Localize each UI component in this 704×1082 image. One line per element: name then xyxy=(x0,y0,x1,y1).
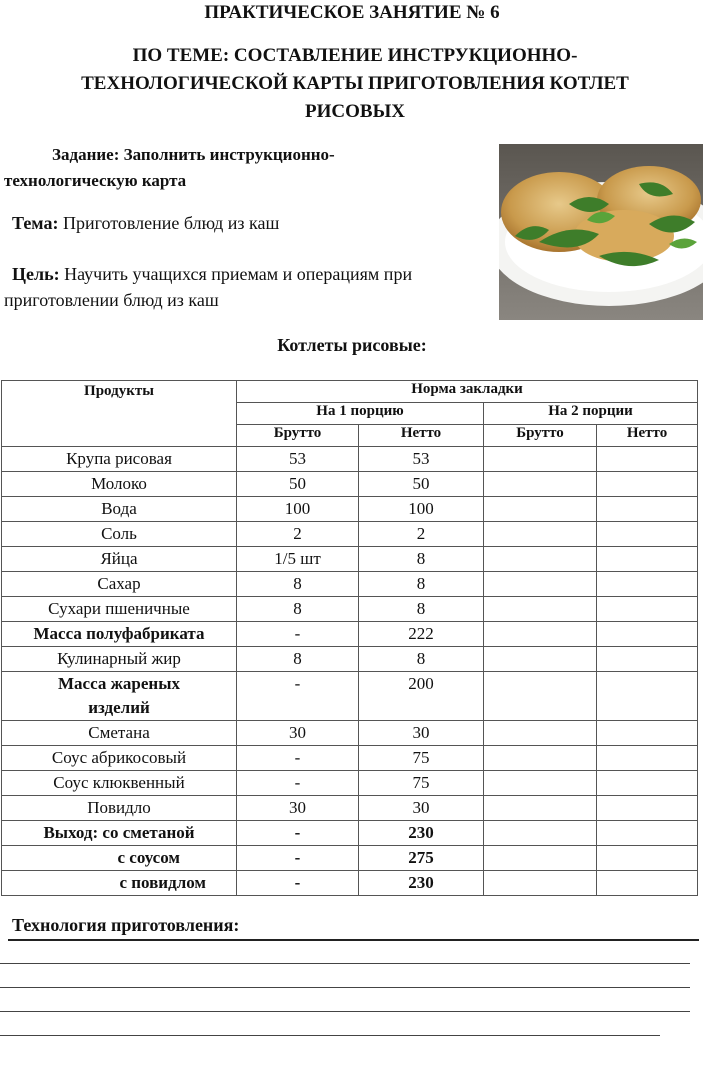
table-row xyxy=(2,771,698,796)
netto-2-cell[interactable] xyxy=(597,796,698,821)
product-name: Сухари пшеничные xyxy=(2,597,237,622)
writing-line[interactable] xyxy=(0,1011,690,1012)
technology-card-table xyxy=(1,380,698,896)
product-name: Соль xyxy=(2,522,237,547)
brutto-value: 100 xyxy=(237,497,359,522)
brutto-2-cell[interactable] xyxy=(484,821,597,846)
netto-value: 100 xyxy=(359,497,484,522)
netto-2-cell[interactable] xyxy=(597,746,698,771)
product-name: с повидлом xyxy=(2,871,237,896)
brutto-2-cell[interactable] xyxy=(484,721,597,746)
product-name: Выход: со сметаной xyxy=(2,821,237,846)
brutto-2-cell[interactable] xyxy=(484,746,597,771)
portion-2-header: На 2 порции xyxy=(484,403,698,425)
goal-label: Цель: xyxy=(12,264,60,284)
brutto-2-cell[interactable] xyxy=(484,647,597,672)
brutto-value: 53 xyxy=(237,447,359,472)
table-row xyxy=(2,447,698,472)
product-name: с соусом xyxy=(2,846,237,871)
product-name: Соус абрикосовый xyxy=(2,746,237,771)
norm-header: Норма закладки xyxy=(237,381,698,403)
brutto-2-cell[interactable] xyxy=(484,572,597,597)
theme-value: Приготовление блюд из каш xyxy=(62,213,280,233)
table-row xyxy=(2,622,698,647)
product-name: Кулинарный жир xyxy=(2,647,237,672)
netto-2-cell[interactable] xyxy=(597,447,698,472)
netto-value: 75 xyxy=(359,771,484,796)
brutto-value: 8 xyxy=(237,597,359,622)
product-name: Крупа рисовая xyxy=(2,447,237,472)
brutto-value: - xyxy=(237,622,359,647)
brutto-2-cell[interactable] xyxy=(484,846,597,871)
netto-value: 230 xyxy=(359,871,484,896)
brutto-1-header: Брутто xyxy=(237,425,359,447)
table-row xyxy=(2,721,698,746)
table-row xyxy=(2,522,698,547)
brutto-value: 30 xyxy=(237,721,359,746)
table-row xyxy=(2,547,698,572)
netto-2-cell[interactable] xyxy=(597,497,698,522)
netto-value: 200 xyxy=(359,672,484,721)
netto-2-cell[interactable] xyxy=(597,472,698,497)
table-row xyxy=(2,672,698,721)
portion-1-header: На 1 порцию xyxy=(237,403,484,425)
writing-line[interactable] xyxy=(0,987,690,988)
brutto-value: 50 xyxy=(237,472,359,497)
product-name: Вода xyxy=(2,497,237,522)
products-header: Продукты xyxy=(2,381,237,447)
netto-2-cell[interactable] xyxy=(597,572,698,597)
netto-2-cell[interactable] xyxy=(597,846,698,871)
netto-value: 222 xyxy=(359,622,484,647)
goal-block xyxy=(4,261,484,313)
product-name: Яйца xyxy=(2,547,237,572)
brutto-value: 2 xyxy=(237,522,359,547)
brutto-value: 1/5 шт xyxy=(237,547,359,572)
writing-line[interactable] xyxy=(0,1035,660,1036)
task-line-2: технологическую карта xyxy=(4,171,187,190)
brutto-2-cell[interactable] xyxy=(484,871,597,896)
netto-value: 53 xyxy=(359,447,484,472)
netto-value: 50 xyxy=(359,472,484,497)
cutlets-photo xyxy=(499,144,703,320)
brutto-value: 8 xyxy=(237,647,359,672)
netto-value: 275 xyxy=(359,846,484,871)
brutto-2-cell[interactable] xyxy=(484,522,597,547)
netto-value: 230 xyxy=(359,821,484,846)
brutto-2-cell[interactable] xyxy=(484,597,597,622)
netto-2-cell[interactable] xyxy=(597,721,698,746)
netto-value: 30 xyxy=(359,796,484,821)
netto-value: 2 xyxy=(359,522,484,547)
table-row xyxy=(2,846,698,871)
brutto-2-cell[interactable] xyxy=(484,672,597,721)
underline-heading xyxy=(8,939,699,941)
product-name: Молоко xyxy=(2,472,237,497)
page-title: ПРАКТИЧЕСКОЕ ЗАНЯТИЕ № 6 xyxy=(204,2,500,23)
netto-value: 8 xyxy=(359,597,484,622)
writing-line[interactable] xyxy=(0,963,690,964)
brutto-2-cell[interactable] xyxy=(484,622,597,647)
brutto-value: 8 xyxy=(237,572,359,597)
brutto-value: 30 xyxy=(237,796,359,821)
page-topic: ПО ТЕМЕ: СОСТАВЛЕНИЕ ИНСТРУКЦИОННО-ТЕХНОЛОГИЧЕСКОЙ КАРТЫ ПРИГОТОВЛЕНИЯ КОТЛЕТ РИСОВЫХ xyxy=(81,45,629,122)
brutto-2-cell[interactable] xyxy=(484,472,597,497)
brutto-value: - xyxy=(237,846,359,871)
netto-2-cell[interactable] xyxy=(597,647,698,672)
brutto-value: - xyxy=(237,821,359,846)
table-row xyxy=(2,472,698,497)
brutto-2-cell[interactable] xyxy=(484,796,597,821)
recipe-subtitle: Котлеты рисовые: xyxy=(277,335,427,355)
brutto-2-cell[interactable] xyxy=(484,497,597,522)
task-line-1: Задание: Заполнить инструкционно- xyxy=(52,145,335,164)
table-row xyxy=(2,497,698,522)
netto-2-cell[interactable] xyxy=(597,597,698,622)
netto-value: 8 xyxy=(359,572,484,597)
netto-2-cell[interactable] xyxy=(597,547,698,572)
netto-value: 75 xyxy=(359,746,484,771)
product-name: Сметана xyxy=(2,721,237,746)
netto-value: 8 xyxy=(359,547,484,572)
netto-2-cell[interactable] xyxy=(597,672,698,721)
netto-2-cell[interactable] xyxy=(597,622,698,647)
table-row xyxy=(2,871,698,896)
theme-label: Тема: xyxy=(12,213,59,233)
product-name: Соус клюквенный xyxy=(2,771,237,796)
netto-2-cell[interactable] xyxy=(597,522,698,547)
table-row xyxy=(2,597,698,622)
netto-2-cell[interactable] xyxy=(597,871,698,896)
netto-2-cell[interactable] xyxy=(597,771,698,796)
product-name: Сахар xyxy=(2,572,237,597)
netto-2-header: Нетто xyxy=(597,425,698,447)
theme-line xyxy=(12,213,279,234)
technology-heading: Технология приготовления: xyxy=(12,915,240,935)
table-row xyxy=(2,647,698,672)
brutto-value: - xyxy=(237,771,359,796)
table-row xyxy=(2,796,698,821)
table-row xyxy=(2,746,698,771)
brutto-value: - xyxy=(237,672,359,721)
brutto-2-header: Брутто xyxy=(484,425,597,447)
goal-line-1: Научить учащихся приемам и операциям при xyxy=(64,264,413,284)
netto-value: 8 xyxy=(359,647,484,672)
task-block xyxy=(4,142,464,194)
brutto-value: - xyxy=(237,871,359,896)
netto-value: 30 xyxy=(359,721,484,746)
goal-line-2: приготовлении блюд из каш xyxy=(4,290,219,310)
table-row xyxy=(2,572,698,597)
brutto-value: - xyxy=(237,746,359,771)
table-row xyxy=(2,821,698,846)
netto-1-header: Нетто xyxy=(359,425,484,447)
netto-2-cell[interactable] xyxy=(597,821,698,846)
brutto-2-cell[interactable] xyxy=(484,547,597,572)
brutto-2-cell[interactable] xyxy=(484,771,597,796)
product-name: Повидло xyxy=(2,796,237,821)
product-name: Масса жареных изделий xyxy=(2,672,237,721)
brutto-2-cell[interactable] xyxy=(484,447,597,472)
product-name: Масса полуфабриката xyxy=(2,622,237,647)
